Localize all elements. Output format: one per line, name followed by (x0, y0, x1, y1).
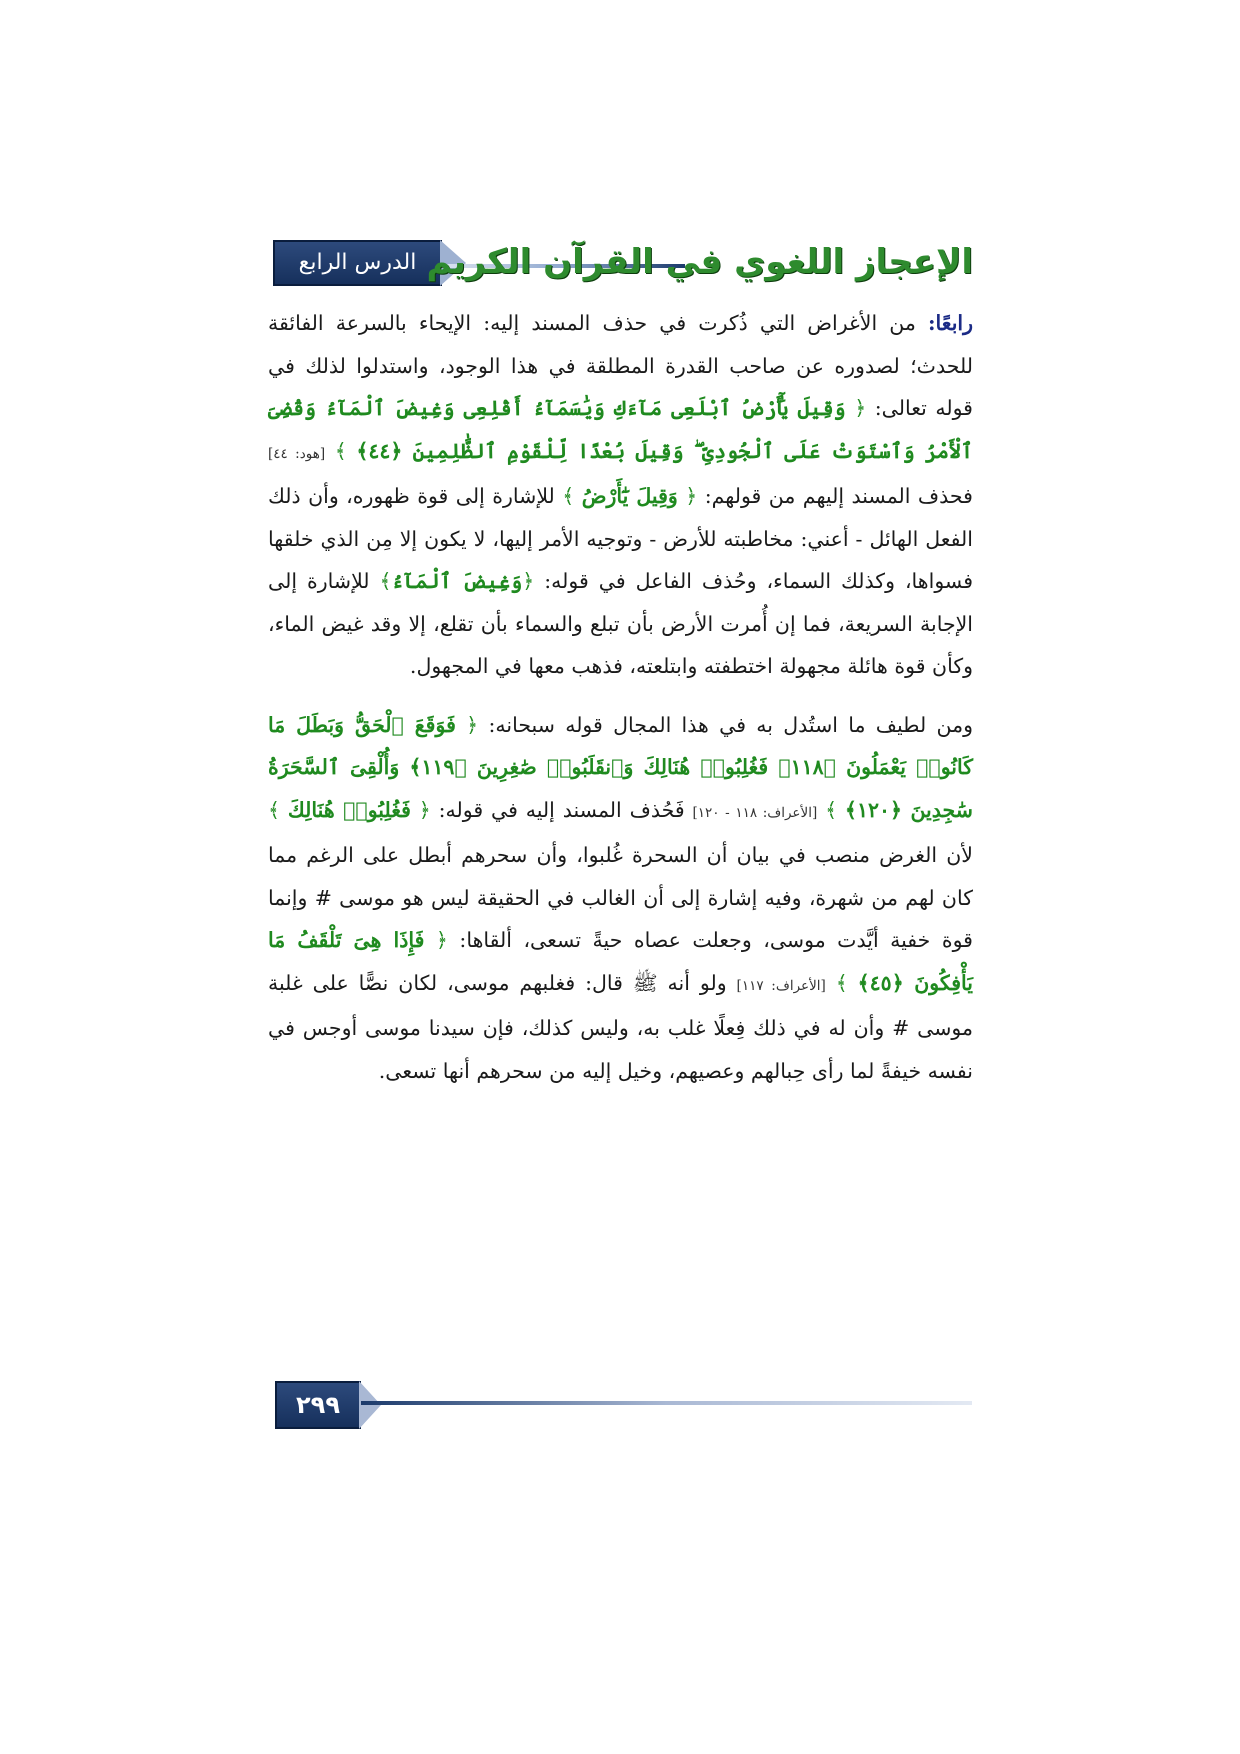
body-text: ولو أنه ﷺ قال: فغلبهم موسى، لكان نصًّا على غلبة موسى # وأن له في ذلك فِعلًا غلب به، وليس كذلك، فإن سيدنا موسى أوجس في نفسه خيفةً لما رأى حِبالهم وعصيهم، وخيل إليه من سحرهم أنها تسعى. (268, 970, 973, 1083)
book-title: الإعجاز اللغوي في القرآن الكريم (426, 242, 973, 282)
quran-bracket-open: ﴿ (522, 569, 535, 593)
quran-bracket-close: ﴾ (268, 797, 281, 822)
quran-bracket-open: ﴿ (685, 484, 698, 508)
paragraph-1 (268, 302, 973, 688)
body-text: ومن لطيف ما استُدل به في هذا المجال قوله سبحانه: (478, 712, 974, 737)
body-text: فحذف المسند إليهم من قولهم: (697, 484, 973, 508)
quran-quote: وَقِيلَ يَٰٓأَرْضُ (581, 484, 678, 508)
body-text: فَحُذف المسند إليه في قوله: (430, 797, 693, 822)
quran-bracket-close: ﴾ (825, 797, 838, 822)
body-text: للإشارة إلى قوة ظهوره، وأن ذلك الفعل الهائل - أعني: مخاطبته للأرض - وتوجيه الأمر إليها، لا يكون إلا مِن الذي خلقها فسواها، وكذلك السماء، وحُذف الفاعل في قوله: (268, 484, 973, 593)
footer-rule (361, 1401, 972, 1405)
quran-bracket-close: ﴾ (562, 484, 575, 508)
quran-bracket-open: ﴿ (854, 396, 867, 420)
quran-verse: وَقِيلَ يَٰٓأَرْضُ ٱبْلَعِى مَآءَكِ وَيَٰسَمَآءُ أَقْلِعِى وَغِيضَ ٱلْمَآءُ وَقُضِىَ ٱلْأَمْرُ وَٱسْتَوَتْ عَلَى ٱلْجُودِىِّ ۖ وَقِيلَ بُعْدًا لِّلْقَوْمِ ٱلظَّٰلِمِينَ ﴿٤٤﴾ (268, 396, 973, 463)
verse-reference: [الأعراف: ١١٨ - ١٢٠] (692, 804, 818, 821)
quran-verse: فَوَقَعَ ٱلْحَقُّ وَبَطَلَ مَا كَانُوا۟ يَعْمَلُونَ ﴿١١٨﴾ فَغُلِبُوا۟ هُنَالِكَ وَٱنقَلَبُوا۟ صَٰغِرِينَ ﴿١١٩﴾ وَأُلْقِىَ ٱلسَّحَرَةُ سَٰجِدِينَ ﴿١٢٠﴾ (268, 712, 973, 822)
body-text: من الأغراض التي ذُكرت في حذف المسند إليه: الإيحاء بالسرعة الفائقة للحدث؛ لصدوره عن صاحب القدرة المطلقة في هذا الوجود، واستدلوا لذلك في قوله تعالى: (268, 311, 973, 420)
quran-bracket-open: ﴿ (418, 797, 431, 822)
verse-reference: [هود: ٤٤] (268, 445, 326, 462)
page-number: ٢٩٩ (275, 1381, 361, 1429)
page-header (273, 238, 973, 317)
verse-reference: [الأعراف: ١١٧] (736, 977, 826, 994)
quran-quote: وَغِيضَ ٱلْمَآءُ (391, 569, 523, 593)
page-body (268, 302, 973, 1092)
quran-quote: فَغُلِبُوا۟ هُنَالِكَ (287, 797, 411, 822)
section-lead: رابعًا: (927, 311, 973, 335)
lesson-badge: الدرس الرابع عشر (273, 240, 442, 286)
quran-bracket-open: ﴿ (435, 928, 448, 952)
page-footer (275, 1381, 972, 1426)
paragraph-2 (268, 704, 973, 1093)
quran-quote: فَإِذَا هِىَ تَلْقَفُ مَا يَأْفِكُونَ ﴿٤٥﴾ (268, 928, 973, 995)
quran-bracket-close: ﴾ (835, 970, 848, 995)
body-text: لأن الغرض منصب في بيان أن السحرة غُلبوا، وأن سحرهم أبطل على الرغم مما كان لهم من شهرة، وفيه إشارة إلى أن الغالب في الحقيقة ليس هو موسى # وإنما قوة خفية أيَّدت موسى، وجعلت عصاه حيةً تسعى، ألقاها: (268, 843, 973, 952)
body-text: للإشارة إلى الإجابة السريعة، فما إن أُمرت الأرض بأن تبلع والسماء بأن تقلع، إلا وقد غيض الماء، وكأن قوة هائلة مجهولة اختطفته وابتلعته، فذهب معها في المجهول. (268, 569, 973, 678)
quran-bracket-close: ﴾ (334, 438, 347, 463)
quran-bracket-close: ﴾ (379, 569, 392, 593)
quran-bracket-open: ﴿ (466, 712, 479, 737)
